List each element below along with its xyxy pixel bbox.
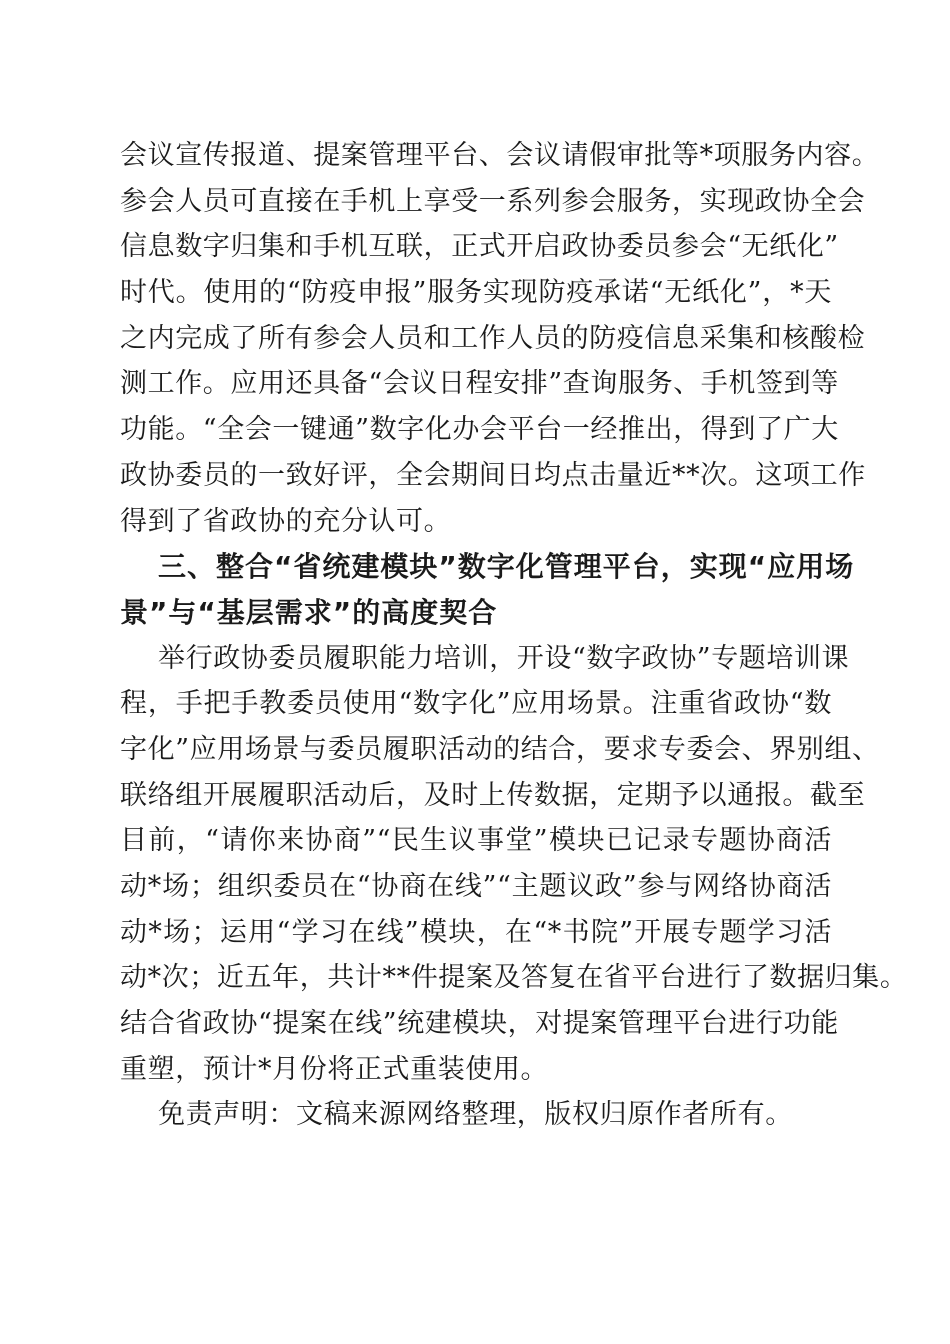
text-line: 联络组开展履职活动后，及时上传数据，定期予以通报。截至 — [120, 779, 866, 811]
text-line: 时代。使用的“防疫申报”服务实现防疫承诺“无纸化”，*天 — [120, 277, 832, 309]
text-line: 程，手把手教委员使用“数字化”应用场景。注重省政协“数 — [120, 688, 832, 720]
text-line: 动*场；运用“学习在线”模块，在“*书院”开展专题学习活 — [120, 916, 832, 948]
text-line: 举行政协委员履职能力培训，开设“数字政协”专题培训课 — [158, 642, 850, 674]
text-line: 目前，“请你来协商”“民生议事堂”模块已记录专题协商活 — [120, 825, 832, 857]
text-line: 重塑，预计*月份将正式重装使用。 — [120, 1053, 549, 1085]
paragraph-meeting-services — [120, 133, 880, 544]
text-line: 得到了省政协的充分认可。 — [120, 505, 452, 537]
heading-line: 景”与“基层需求”的高度契合 — [120, 595, 498, 629]
text-line: 结合省政协“提案在线”统建模块，对提案管理平台进行功能 — [120, 1008, 839, 1040]
text-line: 会议宣传报道、提案管理平台、会议请假审批等*项服务内容。 — [120, 140, 880, 171]
text-line: 信息数字归集和手机互联，正式开启政协委员参会“无纸化” — [120, 231, 839, 263]
text-line: 动*场；组织委员在“协商在线”“主题议政”参与网络协商活 — [120, 871, 832, 902]
text-line: 功能。“全会一键通”数字化办会平台一经推出，得到了广大 — [120, 414, 839, 446]
text-line: 政协委员的一致好评，全会期间日均点击量近**次。这项工作 — [120, 459, 866, 491]
disclaimer: 免责声明：文稿来源网络整理，版权归原作者所有。 — [158, 1099, 793, 1131]
text-line: 测工作。应用还具备“会议日程安排”查询服务、手机签到等 — [120, 368, 839, 400]
heading-line: 三、整合“省统建模块”数字化管理平台，实现“应用场 — [158, 550, 855, 584]
document-page — [120, 133, 908, 1138]
section-heading — [120, 544, 855, 635]
paragraph-training — [120, 636, 908, 1093]
text-line: 之内完成了所有参会人员和工作人员的防疫信息采集和核酸检 — [120, 322, 866, 354]
text-line: 字化”应用场景与委员履职活动的结合，要求专委会、界别组、 — [120, 733, 880, 765]
text-line: 动*次；近五年，共计**件提案及答复在省平台进行了数据归集。 — [120, 962, 908, 994]
text-line: 参会人员可直接在手机上享受一系列参会服务，实现政协全会 — [120, 185, 866, 217]
